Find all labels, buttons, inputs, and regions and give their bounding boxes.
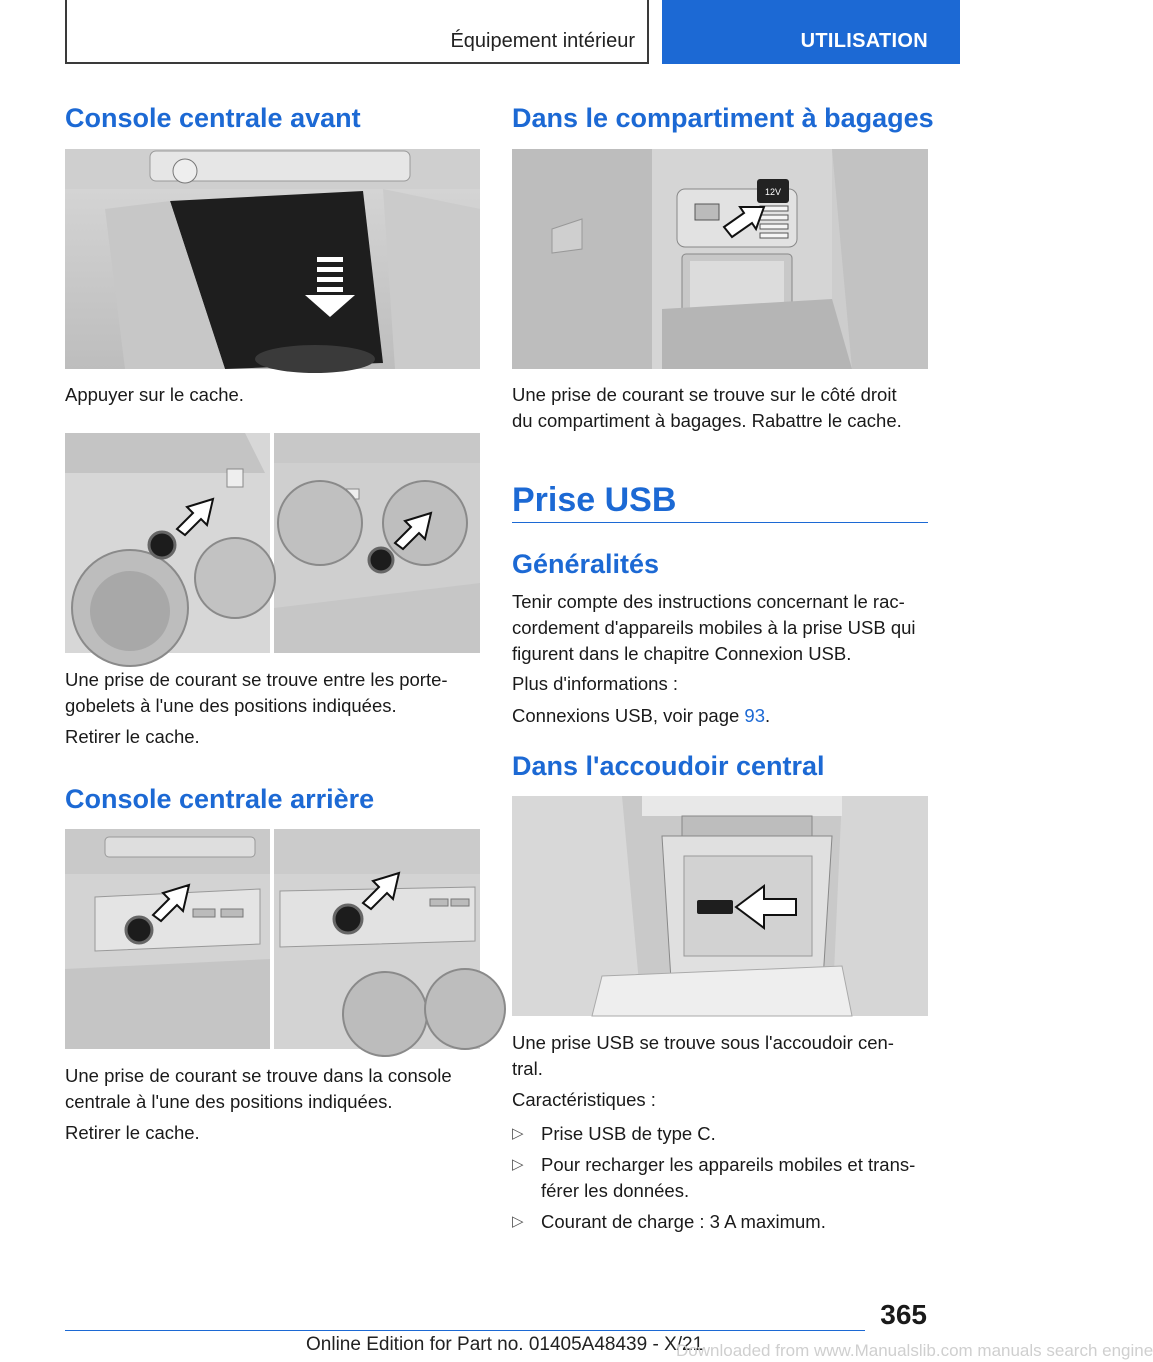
bullet-triangle-icon: ▷: [512, 1156, 524, 1173]
usb-reference: [512, 703, 770, 729]
trunk-socket-image: [512, 149, 928, 369]
usb-reference-end: .: [764, 705, 771, 726]
page-number: 365: [880, 1299, 927, 1330]
trunk-title: Dans le compartiment à bagages: [512, 103, 934, 133]
header-chapter-tab: [662, 0, 960, 64]
header-section-title: Équipement intérieur: [450, 30, 635, 52]
socket-12v-label: 12V: [764, 187, 782, 197]
armrest-caption-l2: tral.: [512, 1058, 543, 1079]
rear-caption-socket-l2: centrale à l'une des positions indiquées.: [65, 1091, 393, 1112]
footer-edition: Online Edition for Part no. 01405A48439 - X/21: [306, 1334, 704, 1355]
front-caption-socket-l1: Une prise de courant se trouve entre les porte-: [65, 669, 448, 690]
front-console-cover-image: [65, 149, 480, 369]
usb-reference-page-link[interactable]: 93: [744, 705, 765, 726]
front-cupholder-socket-images: [65, 433, 480, 653]
front-caption-remove-cover: Retirer le cache.: [65, 726, 200, 747]
front-console-title: Console centrale avant: [65, 103, 361, 133]
rear-console-title: Console centrale arrière: [65, 784, 375, 814]
header-section-tab: [65, 0, 649, 64]
front-caption-press-cover: Appuyer sur le cache.: [65, 384, 244, 405]
rear-caption-socket-l1: Une prise de courant se trouve dans la console: [65, 1065, 452, 1086]
header-chapter-title: UTILISATION: [800, 30, 928, 52]
footer-rule: [65, 1330, 865, 1331]
general-text-l2: cordement d'appareils mobiles à la prise USB qui: [512, 617, 916, 638]
rear-caption-remove-cover: Retirer le cache.: [65, 1122, 200, 1143]
armrest-title: Dans l'accoudoir central: [512, 751, 825, 781]
general-title: Généralités: [512, 549, 660, 579]
front-caption-socket-l2: gobelets à l'une des positions indiquées.: [65, 695, 397, 716]
trunk-caption-l2: du compartiment à bagages. Rabattre le cache.: [512, 410, 902, 431]
bullet-triangle-icon: ▷: [512, 1125, 524, 1142]
usb-reference-text: Connexions USB, voir page: [512, 705, 745, 726]
armrest-usb-image: [512, 796, 928, 1016]
feature-bullet-text: Prise USB de type C.: [541, 1123, 716, 1144]
feature-bullet-text: Courant de charge : 3 A maximum.: [541, 1211, 826, 1232]
more-info-label: Plus d'informations :: [512, 673, 678, 694]
rear-console-socket-images: [65, 829, 480, 1049]
usb-title-rule: [512, 522, 928, 523]
general-text-l3: figurent dans le chapitre Connexion USB.: [512, 643, 852, 664]
trunk-caption-l1: Une prise de courant se trouve sur le côté droit: [512, 384, 897, 405]
armrest-caption-l1: Une prise USB se trouve sous l'accoudoir cen-: [512, 1032, 894, 1053]
usb-title: Prise USB: [512, 481, 677, 519]
footer-watermark: Downloaded from www.Manualslib.com manuals search engine: [676, 1341, 1153, 1360]
features-label: Caractéristiques :: [512, 1089, 656, 1110]
general-text-l1: Tenir compte des instructions concernant le rac-: [512, 591, 905, 612]
bullet-triangle-icon: ▷: [512, 1213, 524, 1230]
feature-bullet-text: Pour recharger les appareils mobiles et trans-: [541, 1154, 916, 1175]
feature-bullet-text-cont: férer les données.: [541, 1180, 690, 1201]
